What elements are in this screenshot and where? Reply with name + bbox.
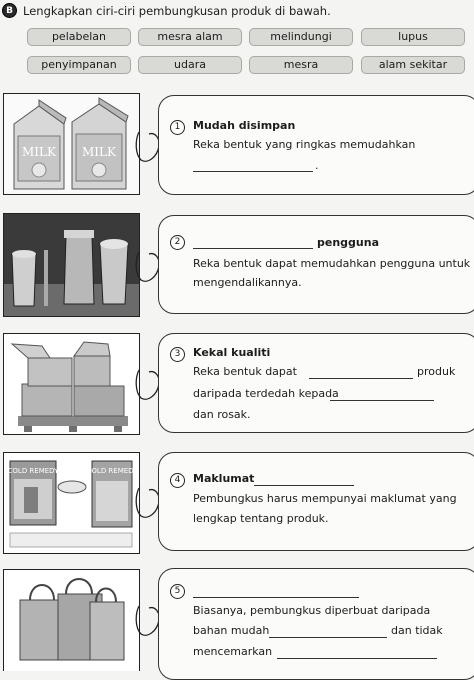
answer-blank[interactable] bbox=[193, 597, 359, 598]
answer-blank[interactable] bbox=[269, 637, 387, 638]
item-number: 2 bbox=[170, 235, 185, 250]
answer-blank[interactable] bbox=[193, 248, 313, 249]
medicine-box-photo bbox=[3, 452, 140, 554]
item-card-5 bbox=[158, 568, 474, 680]
drinks-photo bbox=[3, 213, 140, 317]
item-line: lengkap tentang produk. bbox=[193, 512, 329, 525]
item-number: 3 bbox=[170, 347, 185, 362]
milk-label-1: MILK bbox=[22, 145, 56, 159]
item-card-1 bbox=[158, 95, 474, 195]
item-line: Pembungkus harus mempunyai maklumat yang bbox=[193, 492, 457, 505]
item-title: Kekal kualiti bbox=[193, 346, 271, 359]
answer-blank[interactable] bbox=[193, 171, 313, 172]
answer-blank[interactable] bbox=[254, 485, 354, 486]
item-line: Biasanya, pembungkus diperbuat daripada bbox=[193, 604, 431, 617]
answer-blank[interactable] bbox=[330, 400, 434, 401]
item-line: mencemarkan bbox=[193, 645, 273, 658]
word-bank-item[interactable]: udara bbox=[138, 56, 242, 74]
milk-label-2: MILK bbox=[82, 145, 116, 159]
answer-blank[interactable] bbox=[309, 378, 413, 379]
item-card-4 bbox=[158, 452, 474, 551]
word-bank-item[interactable]: mesra alam bbox=[138, 28, 242, 46]
word-bank-item[interactable]: alam sekitar bbox=[361, 56, 465, 74]
item-line-end: produk bbox=[417, 365, 456, 378]
item-line-end: . bbox=[315, 159, 319, 172]
remedy-label-1: COLD REMEDY bbox=[7, 467, 59, 475]
paper-bags-photo bbox=[3, 569, 140, 671]
item-line: daripada terdedah kepada bbox=[193, 387, 339, 400]
word-bank-item[interactable]: pelabelan bbox=[27, 28, 131, 46]
item-number: 1 bbox=[170, 120, 185, 135]
remedy-label-2: COLD REMEDY bbox=[86, 467, 138, 475]
answer-blank[interactable] bbox=[277, 658, 437, 659]
item-card-2 bbox=[158, 215, 474, 314]
section-badge: B bbox=[2, 3, 17, 18]
item-line: mengendalikannya. bbox=[193, 276, 302, 289]
item-number: 4 bbox=[170, 473, 185, 488]
item-title: pengguna bbox=[317, 236, 379, 249]
item-title: Maklumat bbox=[193, 472, 255, 485]
item-line: Reka bentuk dapat memudahkan pengguna untuk bbox=[193, 257, 471, 270]
item-title: Mudah disimpan bbox=[193, 119, 296, 132]
word-bank-item[interactable]: mesra bbox=[249, 56, 353, 74]
item-line: dan rosak. bbox=[193, 408, 251, 421]
word-bank-item[interactable]: lupus bbox=[361, 28, 465, 46]
item-number: 5 bbox=[170, 584, 185, 599]
item-line-end: dan tidak bbox=[391, 624, 443, 637]
item-line: bahan mudah bbox=[193, 624, 270, 637]
boxes-on-pallet-photo bbox=[3, 333, 140, 435]
milk-carton-photo bbox=[3, 93, 140, 195]
word-bank-item[interactable]: penyimpanan bbox=[27, 56, 131, 74]
instruction-text: Lengkapkan ciri-ciri pembungkusan produk di bawah. bbox=[23, 3, 331, 18]
word-bank-item[interactable]: melindungi bbox=[249, 28, 353, 46]
item-line: Reka bentuk yang ringkas memudahkan bbox=[193, 138, 416, 151]
section-header bbox=[2, 3, 331, 18]
item-line: Reka bentuk dapat bbox=[193, 365, 297, 378]
item-card-3 bbox=[158, 333, 474, 433]
